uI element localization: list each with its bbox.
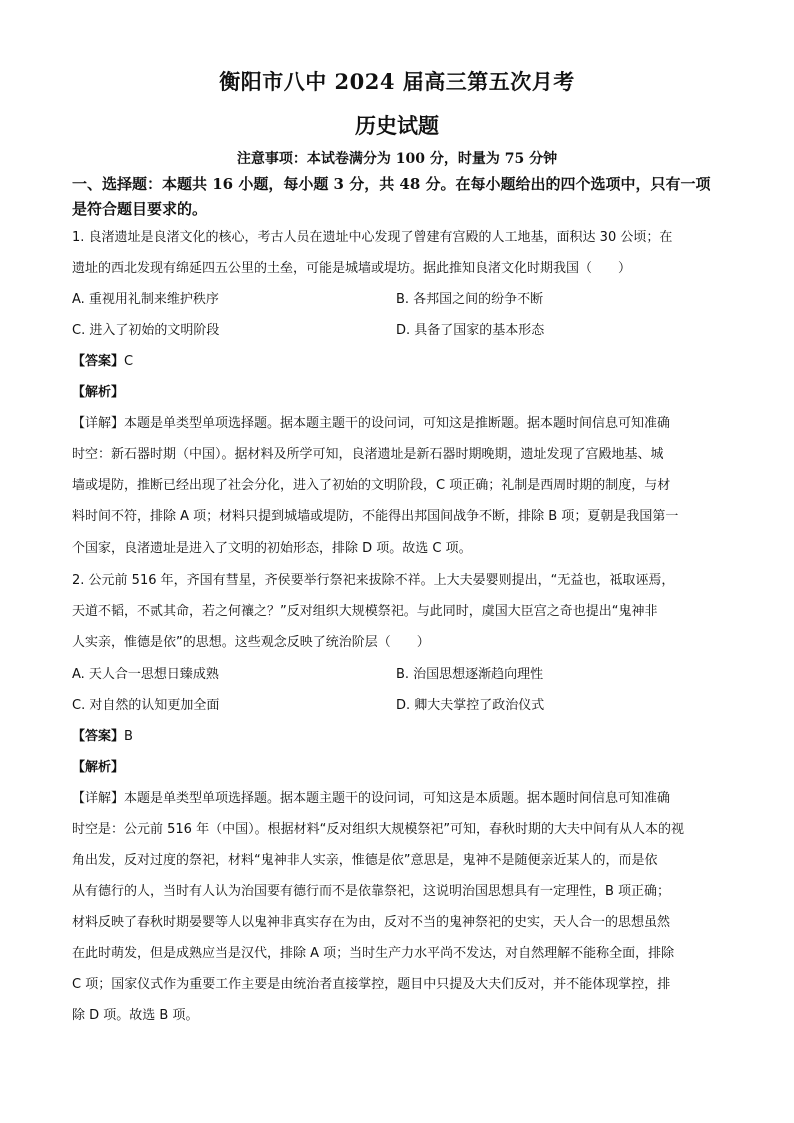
q2-detail-line: 时空是：公元前 516 年（中国）。根据材料“反对组织大规模祭祀”可知，春秋时期的大夫中间有从人本的视 (72, 822, 685, 837)
answer-label: 【答案】 (72, 729, 125, 744)
q1-detail-line: 墙或堤防，推断已经出现了社会分化，进入了初始的文明阶段，C 项正确；礼制是西周时期的制度，与材 (72, 478, 671, 493)
q2-option-b: B. 治国思想逐渐趋向理性 (396, 667, 544, 682)
q2-detail-line: C 项；国家仪式作为重要工作主要是由统治者直接掌控，题目中只提及大夫们反对，并不能体现掌控，排 (72, 977, 671, 992)
q1-option-d: D. 具备了国家的基本形态 (396, 323, 545, 338)
answer-value: C (124, 354, 134, 369)
q1-detail-line: 【详解】本题是单类型单项选择题。据本题主题干的设问词，可知这是推断题。据本题时间信息可知准确 (72, 416, 671, 431)
q2-detail-line: 除 D 项。故选 B 项。 (72, 1008, 199, 1023)
q1-detail-line: 时空：新石器时期（中国）。据材料及所学可知，良渚遗址是新石器时期晚期，遗址发现了宫殿地基、城 (72, 447, 664, 462)
q1-analysis-label (72, 381, 124, 400)
analysis-label: 【解析】 (72, 385, 125, 400)
q1-detail-line: 料时间不符，排除 A 项；材料只提到城墙或堤防，不能得出邦国间战争不断，排除 B 项；夏朝是我国第一 (72, 509, 679, 524)
q2-detail-line: 【详解】本题是单类型单项选择题。据本题主题干的设问词，可知这是本质题。据本题时间信息可知准确 (72, 791, 671, 806)
q2-detail-line: 在此时萌发，但是成熟应当是汉代，排除 A 项；当时生产力水平尚不发达，对自然理解不能称全面，排除 (72, 946, 675, 961)
q1-answer (72, 350, 133, 369)
q1-option-b: B. 各邦国之间的纷争不断 (396, 292, 544, 307)
exam-subtitle: 历史试题 (355, 113, 439, 138)
exam-notice: 注意事项：本试卷满分为 100 分，时量为 75 分钟 (236, 151, 558, 167)
analysis-label: 【解析】 (72, 760, 125, 775)
q2-stem-line: 天道不韬，不贰其命，若之何禳之？”反对组织大规模祭祀。与此同时，虞国大臣宫之奇也提出“鬼神非 (72, 604, 658, 619)
q1-stem-line: 遗址的西北发现有绵延四五公里的土垒，可能是城墙或堤坊。据此推知良渚文化时期我国（ ） (72, 261, 632, 276)
q2-option-d: D. 卿大夫掌控了政治仪式 (396, 698, 545, 713)
q1-stem-line: 1. 良渚遗址是良渚文化的核心，考古人员在遗址中心发现了曾建有宫殿的人工地基，面积达 30 公顷；在 (72, 230, 673, 245)
answer-label: 【答案】 (72, 354, 125, 369)
q2-answer (72, 725, 133, 744)
q2-detail-line: 角出发，反对过度的祭祀，材料“鬼神非人实亲，惟德是依”意思是，鬼神不是随便亲近某人的，而是依 (72, 853, 658, 868)
exam-title: 衡阳市八中 2024 届高三第五次月考 (219, 69, 575, 94)
q1-option-c: C. 进入了初始的文明阶段 (72, 323, 220, 338)
q2-detail-line: 从有德行的人，当时有人认为治国要有德行而不是依靠祭祀，这说明治国思想具有一定理性，B 项正确； (72, 884, 671, 899)
answer-value: B (124, 729, 133, 744)
q1-detail-line: 个国家，良渚遗址是进入了文明的初始形态，排除 D 项。故选 C 项。 (72, 541, 472, 556)
q2-detail-line: 材料反映了春秋时期晏婴等人以鬼神非真实存在为由，反对不当的鬼神祭祀的史实，天人合一的思想虽然 (72, 915, 671, 930)
q2-stem-line: 2. 公元前 516 年，齐国有彗星，齐侯要举行祭祀来拔除不祥。上大夫晏婴则提出，“无益也，祗取诬焉， (72, 573, 675, 588)
q1-option-a: A. 重视用礼制来维护秩序 (72, 292, 219, 307)
q2-stem-line: 人实亲，惟德是依”的思想。这些观念反映了统治阶层（ ） (72, 635, 430, 650)
q2-analysis-label (72, 756, 124, 775)
section-heading: 一、选择题：本题共 16 小题，每小题 3 分，共 48 分。在每小题给出的四个选项中，只有一项是符合题目要求的。 (72, 175, 711, 218)
q2-option-a: A. 天人合一思想日臻成熟 (72, 667, 219, 682)
q2-option-c: C. 对自然的认知更加全面 (72, 698, 220, 713)
